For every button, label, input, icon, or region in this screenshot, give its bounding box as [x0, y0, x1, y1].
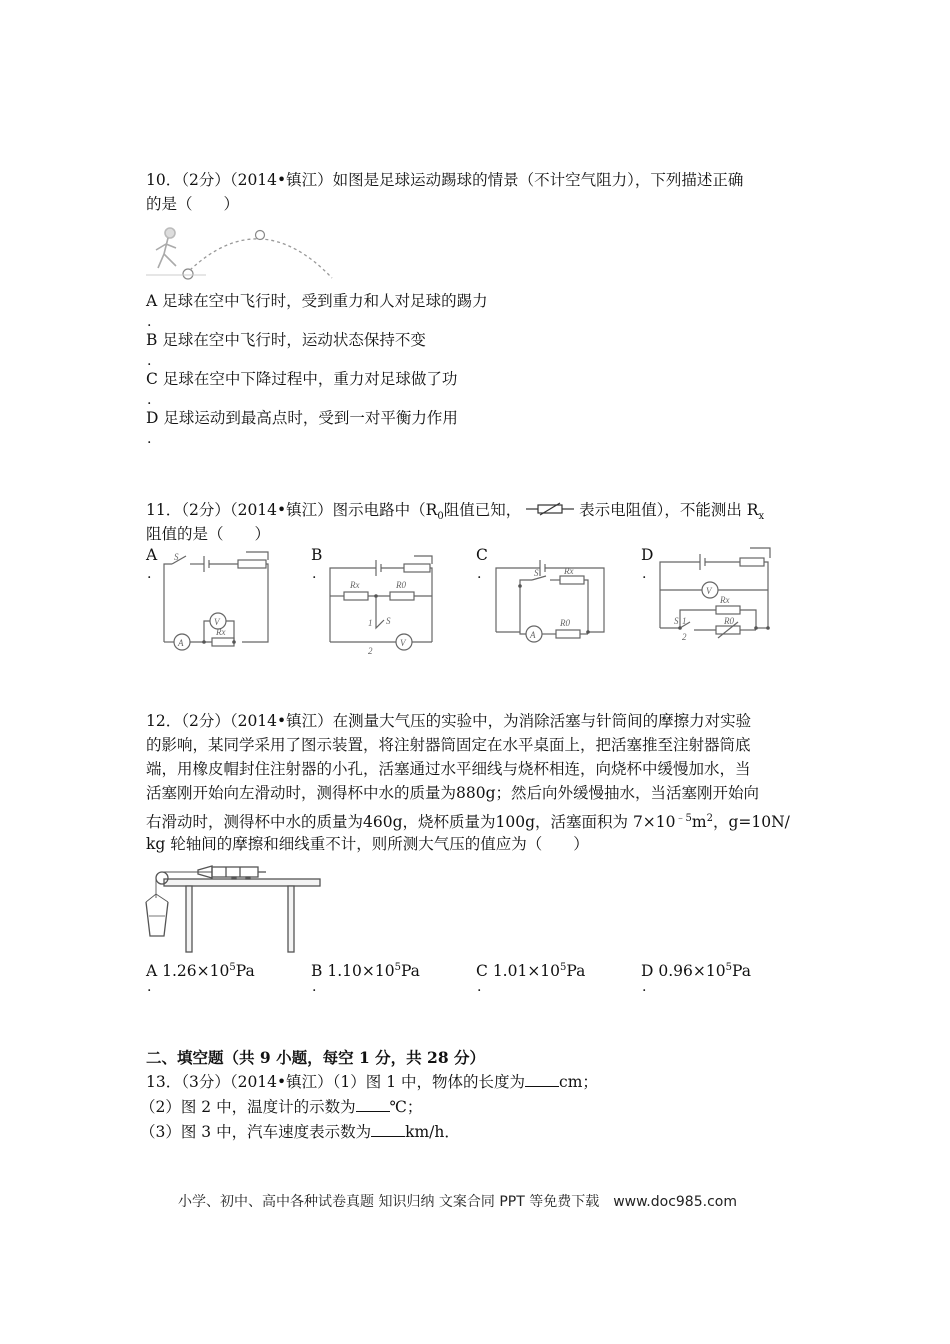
trajectory-arc	[190, 239, 332, 278]
q11-stem-line1: 11．（2分）（2014•镇江）图示电路中（$R_0$阻值已知， 表示电阻值），不能测出 $R_x$	[146, 501, 765, 523]
q11-option-b-dot: .	[312, 566, 317, 582]
pulley	[156, 872, 168, 884]
circuit-a-label-ammeter: A	[178, 638, 184, 648]
q12-stem-line4: 活塞刚开始向左滑动时，测得杯中水的质量为880g；然后向外缓慢抽水，当活塞刚开始向	[146, 784, 760, 802]
beaker	[146, 902, 168, 936]
q13-line1: 13．（3分）（2014•镇江）（1）图 1 中，物体的长度为 cm；	[146, 1073, 598, 1091]
syringe-barrel	[212, 867, 258, 877]
q10-stem-line1: 10．（2分）（2014•镇江）如图是足球运动踢球的情景（不计空气阻力），下列描述正确	[146, 171, 744, 189]
circuit-d-label-r0: R0	[724, 616, 734, 626]
rheostat-symbol-icon	[526, 502, 574, 516]
section-2-heading: 二、填空题（共 9 小题，每空 1 分，共 28 分）	[146, 1048, 486, 1067]
circuit-a-label-rx: Rx	[216, 627, 226, 637]
q12-stem-line1: 12．（2分）（2014•镇江）在测量大气压的实验中，为消除活塞与针筒间的摩擦力对实验	[146, 712, 752, 730]
circuit-c-label-rx: Rx	[564, 566, 574, 576]
q10-option-b-dot: .	[147, 353, 152, 369]
q10-option-a-dot: .	[147, 314, 152, 330]
q11-option-a: A	[146, 546, 158, 564]
circuit-b-label-r0: R0	[396, 580, 406, 590]
table-leg-right	[288, 886, 294, 952]
circuit-b-label-two: 2	[368, 646, 373, 656]
q12-option-d-dot: .	[642, 979, 647, 995]
q10-option-c-dot: .	[147, 392, 152, 408]
q12-stem-line6: kg 轮轴间的摩擦和细线重不计，则所测大气压的值应为（ ）	[146, 835, 589, 853]
q12-option-c-dot: .	[477, 979, 482, 995]
q13-line3: （3）图 3 中，汽车速度表示数为 km/h．	[140, 1123, 460, 1141]
q13-blank-2[interactable]	[356, 1097, 390, 1112]
q12-option-c: C $1.01\times 10^5Pa$	[476, 962, 586, 981]
circuit-a-label-voltmeter: V	[214, 617, 220, 627]
circuit-c-diagram	[492, 546, 608, 656]
q12-stem-line2: 的影响，某同学采用了图示装置，将注射器筒固定在水平桌面上，把活塞推至注射器筒底	[146, 736, 751, 754]
table-leg-left	[186, 886, 192, 952]
q12-option-a: A $1.26\times 10^5Pa$	[146, 962, 255, 981]
q10-option-a: A 足球在空中飞行时，受到重力和人对足球的踢力	[146, 292, 488, 310]
circuit-b-label-voltmeter: V	[400, 638, 406, 648]
q10-option-c: C 足球在空中下降过程中，重力对足球做了功	[146, 370, 458, 388]
circuit-c-label-ammeter: A	[530, 630, 536, 640]
syringe-apparatus-figure	[142, 864, 324, 956]
q12-stem-line3: 端，用橡皮帽封住注射器的小孔，活塞通过水平细线与烧杯相连，向烧杯中缓慢加水，当	[146, 760, 751, 778]
q13-blank-3[interactable]	[371, 1122, 405, 1137]
q11-option-b: B	[311, 546, 323, 564]
circuit-d-label-one: 1	[682, 616, 687, 626]
circuit-d-label-two: 2	[682, 632, 687, 642]
q13-blank-1[interactable]	[525, 1072, 559, 1087]
circuit-b-label-rx: Rx	[350, 580, 360, 590]
q11-option-c-dot: .	[477, 566, 482, 582]
q12-stem-line5: 右滑动时，测得杯中水的质量为460g，烧杯质量为100g，活塞面积为 $7\times 10^{﹣5}m^2$，g=10N/	[146, 813, 790, 832]
q10-stem-line2: 的是（ ）	[146, 195, 240, 213]
q11-option-d: D	[641, 546, 654, 564]
q12-option-b: B $1.10\times 10^5Pa$	[311, 962, 420, 981]
page-footer: 小学、初中、高中各种试卷真题 知识归纳 文案合同 PPT 等免费下载 www.doc985.com	[178, 1194, 737, 1210]
football-top	[256, 231, 265, 240]
q12-option-d: D $0.96\times 10^5Pa$	[641, 962, 751, 981]
table-top	[164, 879, 320, 886]
q10-option-d-dot: .	[147, 431, 152, 447]
q11-stem-line2: 阻值的是（ ）	[146, 525, 271, 543]
football-kick-figure	[146, 222, 336, 282]
circuit-b-label-s: S	[386, 616, 391, 626]
football-start	[183, 269, 193, 279]
q10-option-b: B 足球在空中飞行时，运动状态保持不变	[146, 331, 426, 349]
q10-option-d: D 足球运动到最高点时，受到一对平衡力作用	[146, 409, 458, 427]
circuit-d-diagram	[656, 544, 776, 656]
circuit-d-label-rx: Rx	[720, 595, 730, 605]
circuit-a-diagram	[160, 546, 272, 656]
circuit-c-label-r0: R0	[560, 618, 570, 628]
q13-line2: （2）图 2 中，温度计的示数为 ℃；	[140, 1098, 423, 1116]
kicker-figure	[156, 228, 176, 268]
q11-option-d-dot: .	[642, 566, 647, 582]
circuit-d-label-s: S	[674, 616, 679, 626]
q11-option-a-dot: .	[147, 566, 152, 582]
circuit-c-label-s: S	[534, 568, 539, 578]
q11-option-c: C	[476, 546, 488, 564]
circuit-a-label-s: S	[174, 552, 179, 562]
circuit-d-label-voltmeter: V	[706, 586, 712, 596]
circuit-b-label-one: 1	[368, 618, 373, 628]
q12-option-b-dot: .	[312, 979, 317, 995]
q12-option-a-dot: .	[147, 979, 152, 995]
circuit-b-diagram	[326, 546, 438, 656]
